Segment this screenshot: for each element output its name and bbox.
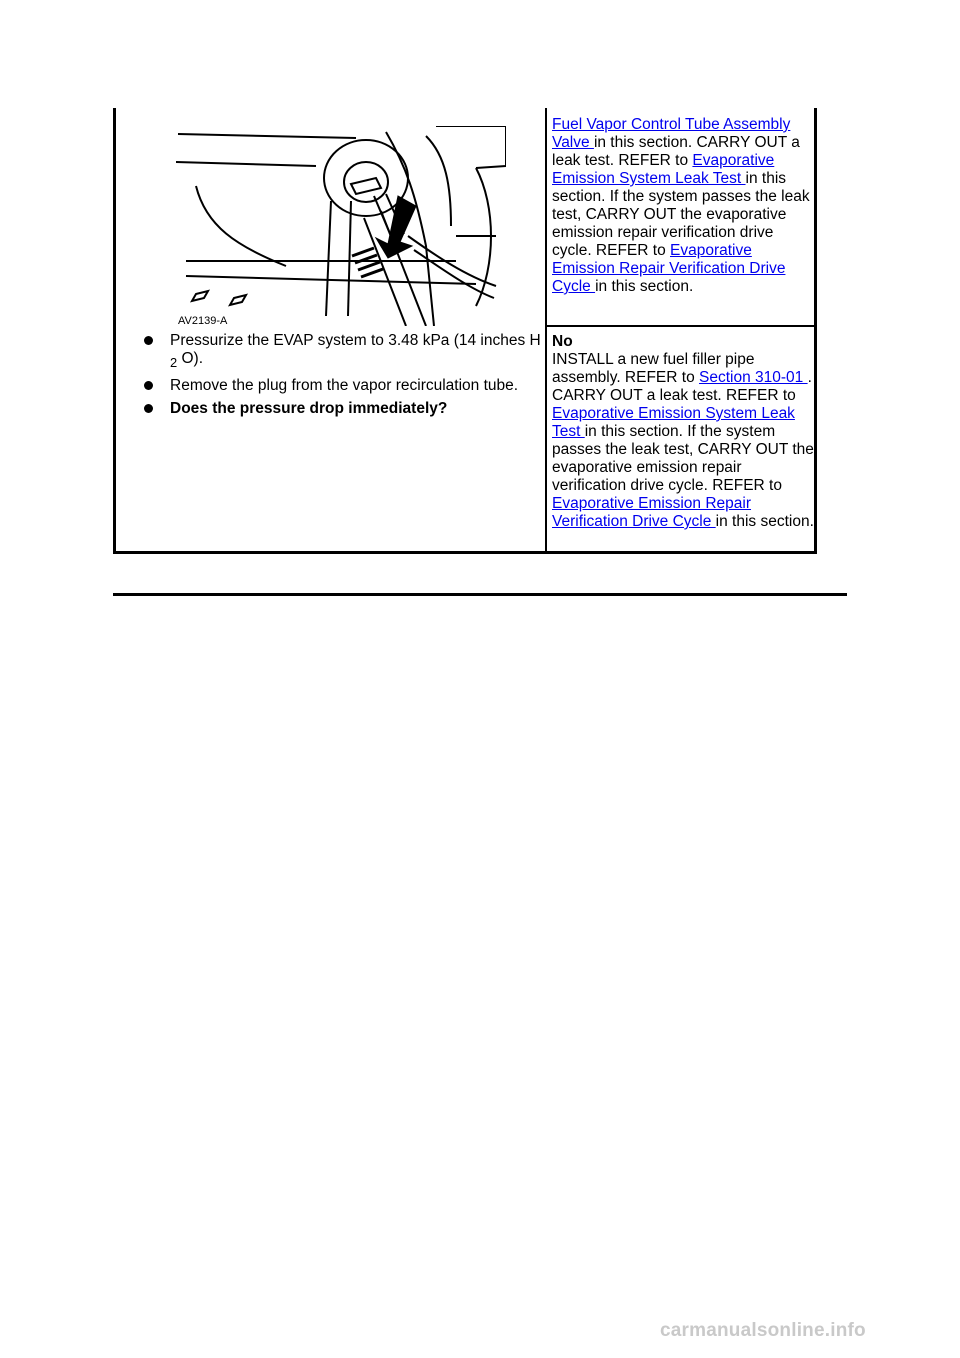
bullet-icon — [144, 404, 153, 413]
diagnostic-table — [113, 108, 817, 554]
link-evap-leak-test[interactable]: Evaporative Emission System Leak Test — [552, 152, 775, 187]
result-no-text: No INSTALL a new fuel filler pipe assembly. REFER to Section 310-01 . CARRY OUT a leak test. REFER to Evaporative Emission System Leak Test in this section. If the system passes the leak test, CARRY OUT the evaporative emission repair verification drive cycle. REFER to Evaporative Emission Repair Verification Drive Cycle in this section. — [552, 333, 814, 530]
bullet-icon — [144, 336, 153, 345]
fuel-filler-illustration — [176, 126, 506, 326]
link-section-310-01[interactable]: Section 310-01 — [699, 369, 808, 386]
link-fuel-vapor-control-tube[interactable]: Fuel Vapor Control Tube Assembly Valve — [552, 116, 791, 151]
step-pressurize: Pressurize the EVAP system to 3.48 kPa (14 inches H $_2$ O). — [138, 332, 543, 372]
step-question: Does the pressure drop immediately? — [138, 400, 543, 418]
test-steps — [138, 332, 543, 423]
row-divider — [547, 325, 814, 327]
bullet-icon — [144, 381, 153, 390]
page-divider — [113, 593, 847, 596]
link-evap-drive-cycle[interactable]: Evaporative Emission Repair Verification Drive Cycle — [552, 242, 786, 295]
watermark: carmanualsonline.info — [660, 1320, 866, 1341]
link-evap-drive-cycle-2[interactable]: Evaporative Emission Repair Verification Drive Cycle — [552, 495, 752, 530]
result-no-label: No — [552, 333, 573, 350]
link-evap-leak-test-2[interactable]: Evaporative Emission System Leak Test — [552, 405, 795, 440]
result-yes-text: Fuel Vapor Control Tube Assembly Valve in this section. CARRY OUT a leak test. REFER to Evaporative Emission System Leak Test in this section. If the system passes the leak test, CARRY OUT the evaporative emission repair verification drive cycle. REFER to Evaporative Emission Repair Verification Drive Cycle in this section. — [552, 116, 810, 295]
column-divider — [545, 108, 547, 551]
step-remove-plug: Remove the plug from the vapor recirculation tube. — [138, 377, 543, 395]
figure-label: AV2139-A — [178, 315, 228, 326]
